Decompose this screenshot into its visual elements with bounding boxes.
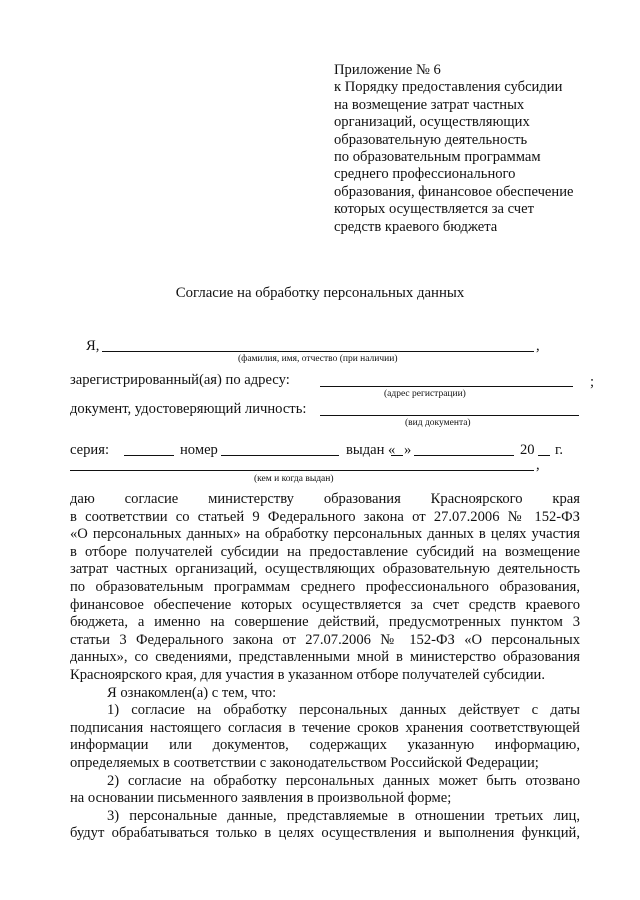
page-title: Согласие на обработку персональных данных [175, 285, 465, 301]
issued-month-line[interactable] [414, 455, 514, 456]
appendix-line: на возмещение затрат частных [334, 96, 525, 113]
issued-year-line[interactable] [538, 455, 550, 456]
item-1-line: 1) согласие на обработку персональных данных действует с даты [107, 702, 580, 719]
appendix-line: по образовательным программам [334, 149, 541, 166]
issued-close-quote: » [404, 442, 412, 458]
text-line: финансовое обеспечение которых осуществляется за счет средств краевого [70, 596, 580, 613]
document-caption: (вид документа) [405, 418, 471, 428]
text-line: данных», со сведениями, представленными мной в министерство образования [70, 649, 580, 666]
consent-text [70, 491, 580, 843]
text-line: Красноярского края, для участия в указанном отборе получателей субсидии. [70, 666, 545, 683]
item-2-line: на основании письменного заявления в произвольной форме; [70, 790, 452, 807]
appendix-line: среднего профессионального [334, 166, 516, 183]
address-semicolon: ; [590, 374, 595, 390]
issued-by-comma: , [536, 457, 540, 473]
appendix-line: образовательную деятельность [334, 131, 528, 148]
appendix-line: к Порядку предоставления субсидии [334, 79, 563, 96]
address-caption: (адрес регистрации) [384, 389, 466, 399]
ya-label: Я, [86, 338, 100, 354]
text-line: в отборе получателей субсидии на предоставление субсидий на возмещение [70, 543, 580, 560]
text-line: статьи 3 Федерального закона от 27.07.2006 № 152-ФЗ «О персональных [70, 631, 580, 648]
issued-by-caption: (кем и когда выдан) [254, 474, 334, 484]
appendix-line: которых осуществляется за счет [334, 201, 534, 218]
fio-comma: , [536, 338, 540, 354]
year-prefix: 20 [520, 442, 535, 458]
number-label: номер [180, 442, 218, 458]
text-line: по образовательным программам среднего профессионального образования, [70, 578, 580, 595]
appendix-line: Приложение № 6 [334, 62, 441, 78]
item-1-line: определяемых в соответствии с законодательством Российской Федерации; [70, 754, 539, 771]
text-line: в соответствии со статьей 9 Федерального закона от 27.07.2006 № 152-ФЗ [70, 508, 580, 525]
appendix-line: средств краевого бюджета [334, 218, 498, 235]
issued-by-input-line[interactable] [70, 470, 534, 471]
item-3-line: будут обрабатываться только в целях осуществления и выполнения функций, [70, 825, 580, 842]
address-label: зарегистрированный(ая) по адресу: [70, 372, 290, 388]
text-line: «О персональных данных» на обработку персональных данных в целях участия [70, 526, 580, 543]
fio-caption: (фамилия, имя, отчество (при наличии) [238, 354, 398, 364]
series-label: серия: [70, 442, 110, 458]
fio-input-line[interactable] [102, 351, 534, 352]
issued-day-line[interactable] [391, 455, 403, 456]
year-suffix: г. [555, 442, 563, 458]
document-input-line[interactable] [320, 415, 579, 416]
appendix-header [334, 62, 634, 236]
text-line: даю согласие министерству образования Красноярского края [70, 491, 580, 507]
intro-line: Я ознакомлен(а) с тем, что: [107, 684, 277, 701]
series-input-line[interactable] [124, 455, 174, 456]
text-line: затрат частных организаций, осуществляющих образовательную деятельность [70, 561, 580, 578]
item-1-line: информации или документов, содержащих указанную информацию, [70, 737, 580, 754]
item-1-line: подписания настоящего согласия в течение сроков хранения соответствующей [70, 719, 580, 736]
issued-label: выдан « [346, 442, 396, 458]
text-line: бюджета, а именно на совершение действий, предусмотренных пунктом 3 [70, 614, 580, 631]
item-3-line: 3) персональные данные, представляемые в отношении третьих лиц, [107, 807, 580, 824]
number-input-line[interactable] [221, 455, 339, 456]
document-label: документ, удостоверяющий личность: [70, 401, 307, 417]
appendix-line: образования, финансовое обеспечение [334, 183, 574, 200]
item-2-line: 2) согласие на обработку персональных данных может быть отозвано [107, 772, 580, 789]
address-input-line[interactable] [320, 386, 573, 387]
appendix-line: организаций, осуществляющих [334, 114, 530, 131]
